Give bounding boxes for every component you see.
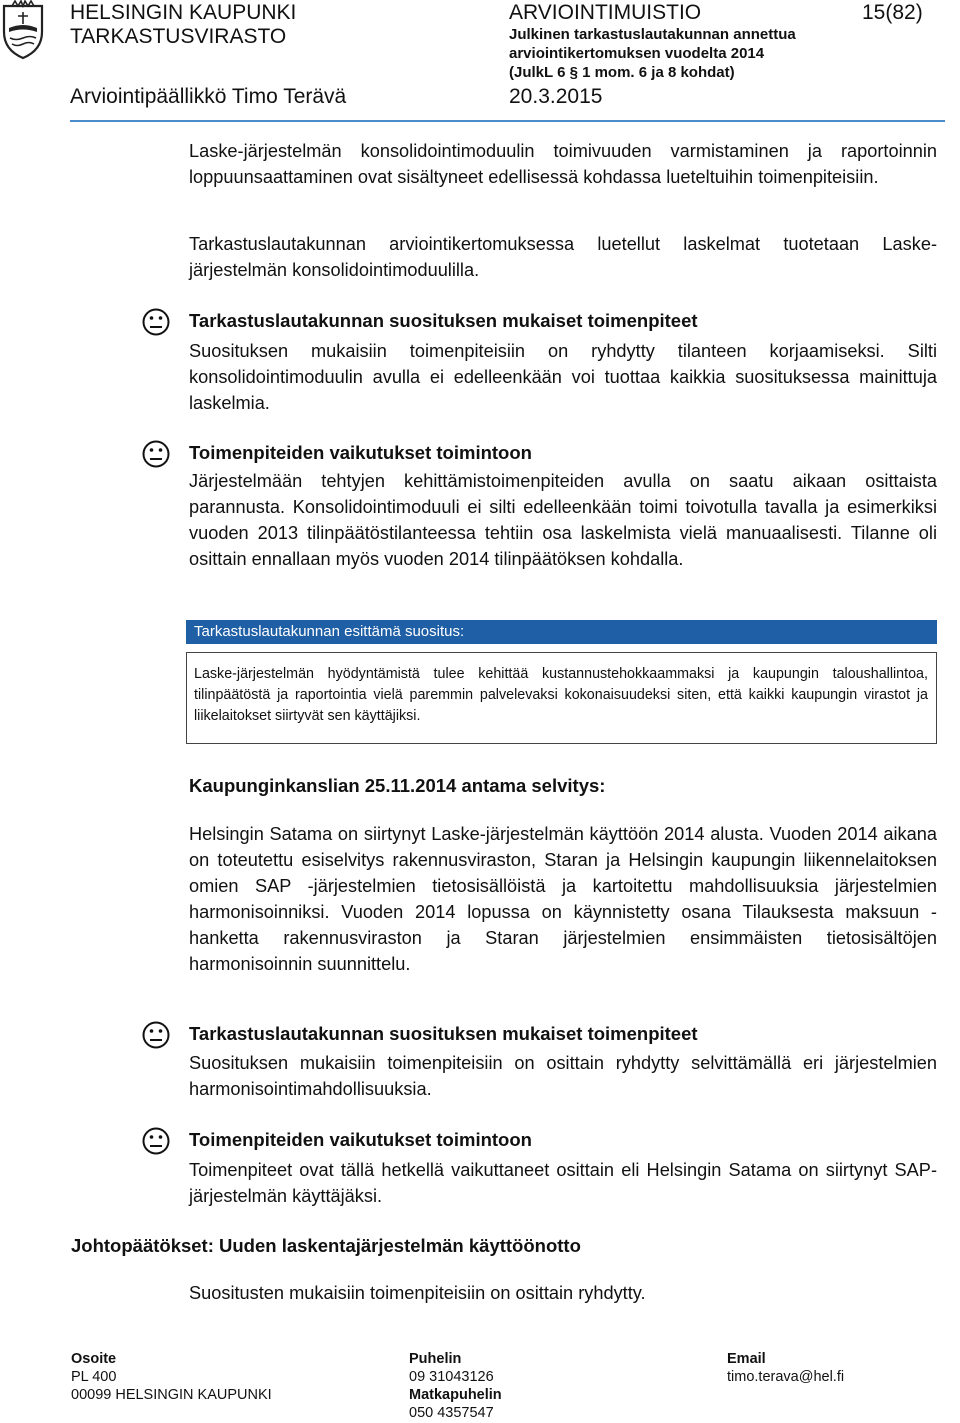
paragraph-1: Laske-järjestelmän konsolidointimoduulin toimivuuden varmistaminen ja raportoinnin loppuunsaattaminen ovat sisältyneet edellisessä kohdassa lueteltuihin toimenpiteisiin. — [189, 141, 937, 187]
footer-phone: 09 31043126 — [409, 1369, 494, 1385]
footer-email[interactable]: timo.terava@hel.fi — [727, 1369, 845, 1385]
section-heading-measures: Tarkastuslautakunnan suosituksen mukaiset toimenpiteet — [189, 310, 698, 331]
author: Arviointipäällikkö Timo Terävä — [70, 85, 347, 108]
recommendation-title: Tarkastuslautakunnan esittämä suositus: — [186, 620, 937, 644]
document-subtitle-1: Julkinen tarkastuslautakunnan annettua — [509, 26, 796, 43]
footer-address-line1: PL 400 — [71, 1369, 117, 1385]
org-unit: TARKASTUSVIRASTO — [70, 25, 287, 48]
footer-email-label: Email — [727, 1351, 766, 1367]
paragraph-5: Helsingin Satama on siirtynyt Laske-järjestelmän käyttöön 2014 alusta. Vuoden 2014 aikana on toteutettu esiselvitys rakennusviraston, Staran ja Helsingin kaupungin liikennelaitoksen omien SAP -järjestelmien tietosisällöistä ja kartoitettu mahdollisuuksia järjestelmien harmonisoinniksi. Vuoden 2014 lopussa on käynnistetty osana Tilauksesta maksuun -hanketta rakennusviraston ja Staran järjestelmien ensimmäisten tietosisältöjen harmonisoinnin suunnittelu. — [189, 824, 937, 974]
document-type: ARVIOINTIMUISTIO — [509, 1, 702, 24]
section-heading-effects-2: Toimenpiteiden vaikutukset toimintoon — [189, 1129, 532, 1150]
paragraph-7: Toimenpiteet ovat tällä hetkellä vaikuttaneet osittain eli Helsingin Satama on siirtynyt SAP-järjestelmän käyttäjäksi. — [189, 1160, 937, 1206]
footer-mobile-label: Matkapuhelin — [409, 1387, 502, 1403]
footer-mobile: 050 4357547 — [409, 1405, 494, 1421]
neutral-face-icon — [141, 1020, 171, 1050]
section-heading-effects: Toimenpiteiden vaikutukset toimintoon — [189, 442, 532, 463]
statement-heading: Kaupunginkanslian 25.11.2014 antama selvitys: — [189, 775, 606, 796]
recommendation-text: Laske-järjestelmän hyödyntämistä tulee kehittää kustannustehokkaammaksi ja kaupungin taloushallintoa, tilinpäätöstä ja raportointia vielä paremmin palvelevaksi kokonaisuudeksi siten, että kaikki kaupungin virastot ja liikelaitokset siirtyvät sen käyttäjiksi. — [194, 666, 928, 724]
neutral-face-icon — [141, 307, 171, 337]
header-divider — [70, 84, 945, 122]
footer-address-line2: 00099 HELSINGIN KAUPUNKI — [71, 1387, 272, 1403]
neutral-face-icon — [141, 439, 171, 469]
org-name: HELSINGIN KAUPUNKI — [70, 1, 297, 24]
footer-phone-label: Puhelin — [409, 1351, 462, 1367]
document-subtitle-3: (JulkL 6 § 1 mom. 6 ja 8 kohdat) — [509, 64, 735, 81]
paragraph-6: Suosituksen mukaisiin toimenpiteisiin on osittain ryhdytty selvittämällä eri järjestelmien harmonisointimahdollisuuksia. — [189, 1053, 937, 1099]
document-date: 20.3.2015 — [509, 85, 603, 108]
document-subtitle-2: arviointikertomuksen vuodelta 2014 — [509, 45, 765, 62]
helsinki-crest-icon — [0, 0, 46, 60]
paragraph-3: Suosituksen mukaisiin toimenpiteisiin on ryhdytty tilanteen korjaamiseksi. Silti konsolidointimoduulin avulla ei edelleenkään voi tuottaa kaikkia suosituksessa mainittuja laskelmia. — [189, 341, 937, 413]
neutral-face-icon — [141, 1126, 171, 1156]
paragraph-2: Tarkastuslautakunnan arviointikertomuksessa luetellut laskelmat tuotetaan Laske-järjestelmän konsolidointimoduulilla. — [189, 234, 937, 280]
page-number: 15(82) — [862, 1, 923, 24]
paragraph-8: Suositusten mukaisiin toimenpiteisiin on osittain ryhdytty. — [189, 1283, 646, 1303]
section-heading-measures-2: Tarkastuslautakunnan suosituksen mukaiset toimenpiteet — [189, 1023, 698, 1044]
footer-address-label: Osoite — [71, 1351, 117, 1367]
paragraph-4: Järjestelmään tehtyjen kehittämistoimenpiteiden avulla on saatu aikaan osittaista parannusta. Konsolidointimoduuli ei silti edelleenkään toimi toivotulla tavalla ja esimerkiksi vuoden 2013 tilinpäätöstilanteessa tehtiin osa laskelmista vielä manuaalisesti. Tilanne oli osittain ennallaan myös vuoden 2014 tilinpäätöksen kohdalla. — [189, 471, 937, 569]
conclusions-heading: Johtopäätökset: Uuden laskentajärjestelmän käyttöönotto — [71, 1235, 581, 1256]
